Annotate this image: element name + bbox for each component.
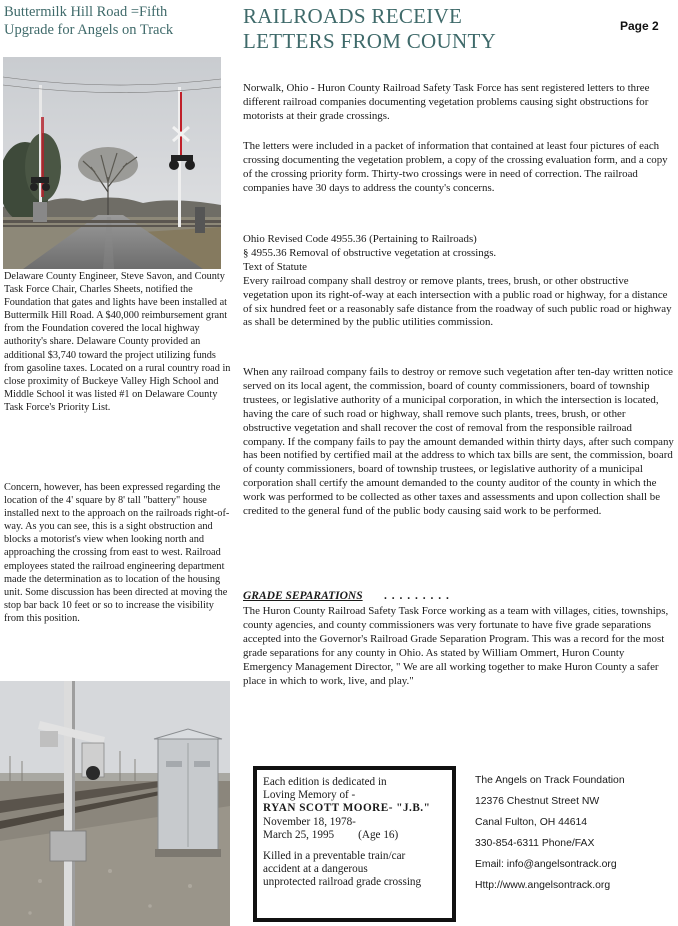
section-heading: GRADE SEPARATIONS xyxy=(243,590,363,602)
article-paragraph: The Huron County Railroad Safety Task Force working as a team with villages, cities, townships, county agencies, and county commissioners was very fortunate to have five grade separations accepted into the Governor's Railroad Grade Separation Program. This was a record for the most grade separations for any county in Ohio. As stated by William Ommert, Huron County Emergency Management Director, " We are all working together to make Huron County a safer place in which to work, live, and play." xyxy=(243,605,669,687)
memorial-name: RYAN SCOTT MOORE- "J.B." xyxy=(263,802,431,815)
sidebar-headline xyxy=(4,3,232,39)
battery-house-photo xyxy=(0,681,230,926)
contact-email-link[interactable]: Email: info@angelsontrack.org xyxy=(475,859,617,870)
memorial-line: Each edition is dedicated in xyxy=(263,776,387,788)
crossing-photo-top xyxy=(3,57,221,269)
statute-label: Text of Statute xyxy=(243,260,307,273)
article-headline xyxy=(243,4,603,54)
statute-title: Ohio Revised Code 4955.36 (Pertaining to Railroads) xyxy=(243,233,477,245)
article-headline-line2: LETTERS FROM COUNTY xyxy=(243,29,497,53)
contact-city: Canal Fulton, OH 44614 xyxy=(475,817,588,828)
memorial-died-row xyxy=(263,829,446,842)
statute-body: Every railroad company shall destroy or remove plants, trees, brush, or other obstructive vegetation upon its right-of-way at each intersection with a public road or highway, for a distance of six hundred feet or a reasonably safe distance from the roadway of such public road or highway as shall be determined by the public utilities commission. xyxy=(243,274,672,329)
memorial-died: March 25, 1995 xyxy=(263,828,335,841)
section-heading-leader: . . . . . . . . . xyxy=(384,590,450,602)
memorial-line: Killed in a preventable train/car xyxy=(263,850,406,863)
contact-org: The Angels on Track Foundation xyxy=(475,775,625,786)
statute-section: § 4955.36 Removal of obstructive vegetation at crossings. xyxy=(243,246,497,259)
battery-house-image xyxy=(0,681,230,926)
contact-website-link[interactable]: Http://www.angelsontrack.org xyxy=(475,880,611,891)
memorial-box xyxy=(253,766,456,922)
article-headline-line1: RAILROADS RECEIVE xyxy=(243,4,463,28)
article-paragraph: Norwalk, Ohio - Huron County Railroad Safety Task Force has sent registered letters to three different railroad companies documenting vegetation problems causing sight obstructions for motorists at their grade crossings. xyxy=(243,82,650,122)
crossing-road-image xyxy=(3,57,221,269)
contact-street: 12376 Chestnut Street NW xyxy=(475,796,600,807)
article-paragraph: The letters were included in a packet of information that contained at least four pictures of each crossing documenting the vegetation problem, a copy of the crossing evaluation form, and a copy of the crossing priority form. Thirty-two crossings were in need of correction. The railroad companies have 30 days to address the county's concerns. xyxy=(243,140,668,194)
statute-block xyxy=(243,233,674,330)
page-number: Page 2 xyxy=(620,19,659,33)
memorial-line: accident at a dangerous xyxy=(263,863,368,876)
memorial-age: (Age 16) xyxy=(358,828,399,841)
sidebar-headline-line1: Buttermilk Hill Road =Fifth xyxy=(4,4,168,20)
memorial-line: unprotected railroad grade crossing xyxy=(263,876,422,889)
sidebar-paragraph: Concern, however, has been expressed regarding the location of the 4' square by 8' tall "battery" house installed next to the approach on the railroads right-of-way. As you can see, this is a sight obstruction and blocks a motorist's view when looking north and approaching the crossing from east to west. Railroad employees stated the railroad engineering department made the determination as to location of the housing unit. Some discussion has been directed at moving the stop bar back 10 feet or so to increase the visibility from this position. xyxy=(4,482,230,624)
sidebar-paragraph: Delaware County Engineer, Steve Savon, and County Task Force Chair, Charles Sheets, notified the Foundation that gates and lights have been installed at Buttermilk Hill Road. A $40,000 reimbursement grant from the Foundation covered the local highway authority's share. Delaware County provided an additional $3,740 toward the project utilizing funds from gasoline taxes. Located on a rural country road in close proximity of Buckeye Valley High School and Middle School it was listed #1 on Delaware County Task Force's Priority List. xyxy=(4,271,231,413)
contact-info xyxy=(475,770,675,896)
memorial-line: Loving Memory of - xyxy=(263,789,356,802)
contact-phone: 330-854-6311 Phone/FAX xyxy=(475,838,595,849)
memorial-born: November 18, 1978- xyxy=(263,815,356,828)
sidebar-headline-line2: Upgrade for Angels on Track xyxy=(4,22,174,38)
article-paragraph: When any railroad company fails to destroy or remove such vegetation after ten-day written notice served on its local agent, the commission, board of county commissioners, board of township trustees, or legislative authority of a municipal corporation, in which the intersection is located, having the care of such road or highway, shall remove such plants, trees, brush, or other obstructive vegetation and shall recover the cost of removal from the responsible railroad company. If the company fails to pay the amount demanded within thirty days, after such company has been notified by certified mail at the address to which tax bills are sent, the commission, board of county commissioners, board of township trustees, or legislative authority of a municipal corporation shall certify the amount demanded to the county auditor of the county in which the work was performed to be collected as other taxes and assessments and upon collection shall be credited to the general fund of the public body causing said work to be performed. xyxy=(243,366,674,518)
